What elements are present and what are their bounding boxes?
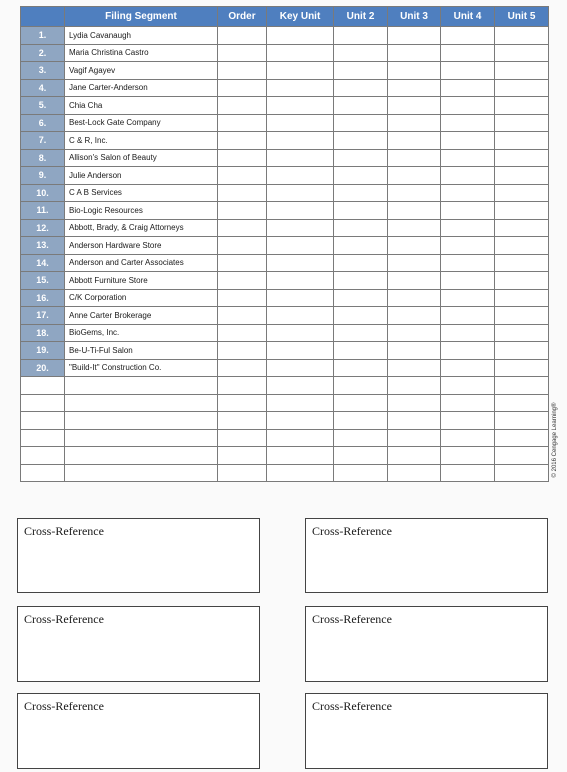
unit-4-cell[interactable]: [441, 377, 495, 395]
cross-reference-label: Cross-Reference: [24, 699, 104, 713]
key-unit-cell[interactable]: [267, 307, 334, 325]
unit-4-cell[interactable]: [441, 237, 495, 255]
unit-4-cell[interactable]: [441, 97, 495, 115]
unit-5-cell[interactable]: [495, 27, 549, 45]
table-row: [21, 44, 549, 62]
table-row: [21, 79, 549, 97]
unit-3-cell[interactable]: [388, 79, 441, 97]
unit-5-cell[interactable]: [495, 254, 549, 272]
key-unit-cell[interactable]: [267, 167, 334, 185]
unit-5-cell[interactable]: [495, 272, 549, 290]
unit-2-cell[interactable]: [334, 202, 388, 220]
order-cell[interactable]: [218, 272, 267, 290]
blank-row: [21, 394, 549, 412]
row-number: 17.: [21, 307, 65, 325]
copyright-notice: [548, 390, 562, 490]
order-cell[interactable]: [218, 202, 267, 220]
unit-5-cell[interactable]: [495, 324, 549, 342]
unit-5-cell[interactable]: [495, 359, 549, 377]
unit-3-header: Unit 3: [388, 7, 441, 27]
filing-segment-cell: Chia Cha: [65, 97, 218, 115]
cross-reference-box[interactable]: [305, 518, 548, 593]
row-number: 1.: [21, 27, 65, 45]
unit-3-cell[interactable]: [388, 394, 441, 412]
unit-3-cell[interactable]: [388, 464, 441, 482]
order-cell[interactable]: [218, 324, 267, 342]
unit-3-cell[interactable]: [388, 237, 441, 255]
filing-segment-cell[interactable]: [65, 377, 218, 395]
filing-segment-cell: Anne Carter Brokerage: [65, 307, 218, 325]
key-unit-cell[interactable]: [267, 289, 334, 307]
unit-4-cell[interactable]: [441, 412, 495, 430]
unit-2-cell[interactable]: [334, 342, 388, 360]
filing-segment-cell[interactable]: [65, 447, 218, 465]
unit-4-cell[interactable]: [441, 219, 495, 237]
unit-3-cell[interactable]: [388, 132, 441, 150]
row-number: 10.: [21, 184, 65, 202]
order-cell[interactable]: [218, 27, 267, 45]
unit-2-cell[interactable]: [334, 464, 388, 482]
unit-4-cell[interactable]: [441, 447, 495, 465]
unit-5-cell[interactable]: [495, 219, 549, 237]
row-number: 12.: [21, 219, 65, 237]
key-unit-cell[interactable]: [267, 254, 334, 272]
filing-segment-cell: Bio-Logic Resources: [65, 202, 218, 220]
order-cell[interactable]: [218, 132, 267, 150]
row-number: 20.: [21, 359, 65, 377]
unit-4-cell[interactable]: [441, 184, 495, 202]
key-unit-cell[interactable]: [267, 394, 334, 412]
unit-3-cell[interactable]: [388, 114, 441, 132]
filing-segment-cell[interactable]: [65, 464, 218, 482]
row-number: [21, 464, 65, 482]
table-row: [21, 342, 549, 360]
row-number: [21, 412, 65, 430]
table-row: [21, 237, 549, 255]
table-row: [21, 97, 549, 115]
order-cell[interactable]: [218, 254, 267, 272]
unit-5-cell[interactable]: [495, 429, 549, 447]
key-unit-cell[interactable]: [267, 342, 334, 360]
unit-2-cell[interactable]: [334, 394, 388, 412]
order-cell[interactable]: [218, 44, 267, 62]
filing-segment-cell[interactable]: [65, 412, 218, 430]
unit-5-cell[interactable]: [495, 184, 549, 202]
unit-2-cell[interactable]: [334, 184, 388, 202]
order-cell[interactable]: [218, 464, 267, 482]
unit-3-cell[interactable]: [388, 412, 441, 430]
key-unit-cell[interactable]: [267, 149, 334, 167]
filing-segment-cell: Be-U-Ti-Ful Salon: [65, 342, 218, 360]
row-number: 7.: [21, 132, 65, 150]
unit-2-cell[interactable]: [334, 79, 388, 97]
unit-4-cell[interactable]: [441, 27, 495, 45]
unit-5-cell[interactable]: [495, 132, 549, 150]
filing-segment-cell[interactable]: [65, 394, 218, 412]
filing-segment-cell: C & R, Inc.: [65, 132, 218, 150]
key-unit-cell[interactable]: [267, 27, 334, 45]
row-number: [21, 447, 65, 465]
unit-3-cell[interactable]: [388, 342, 441, 360]
unit-4-cell[interactable]: [441, 307, 495, 325]
unit-3-cell[interactable]: [388, 447, 441, 465]
filing-segment-cell: Lydia Cavanaugh: [65, 27, 218, 45]
unit-5-cell[interactable]: [495, 79, 549, 97]
blank-row: [21, 377, 549, 395]
unit-3-cell[interactable]: [388, 429, 441, 447]
unit-5-cell[interactable]: [495, 412, 549, 430]
unit-3-cell[interactable]: [388, 149, 441, 167]
unit-2-cell[interactable]: [334, 307, 388, 325]
table-row: [21, 202, 549, 220]
order-cell[interactable]: [218, 342, 267, 360]
filing-segment-cell: Julie Anderson: [65, 167, 218, 185]
order-cell[interactable]: [218, 114, 267, 132]
order-cell[interactable]: [218, 149, 267, 167]
unit-4-cell[interactable]: [441, 62, 495, 80]
row-number: 11.: [21, 202, 65, 220]
row-number: 18.: [21, 324, 65, 342]
filing-segment-cell: Abbott, Brady, & Craig Attorneys: [65, 219, 218, 237]
filing-segment-cell[interactable]: [65, 429, 218, 447]
unit-4-cell[interactable]: [441, 342, 495, 360]
row-number: 9.: [21, 167, 65, 185]
unit-4-cell[interactable]: [441, 429, 495, 447]
key-unit-cell[interactable]: [267, 184, 334, 202]
unit-4-cell[interactable]: [441, 464, 495, 482]
key-unit-cell[interactable]: [267, 447, 334, 465]
unit-5-cell[interactable]: [495, 464, 549, 482]
unit-5-cell[interactable]: [495, 394, 549, 412]
key-unit-cell[interactable]: [267, 412, 334, 430]
table-row: [21, 254, 549, 272]
unit-3-cell[interactable]: [388, 254, 441, 272]
unit-3-cell[interactable]: [388, 377, 441, 395]
unit-2-header: Unit 2: [334, 7, 388, 27]
cross-reference-label: Cross-Reference: [24, 524, 104, 538]
unit-5-cell[interactable]: [495, 97, 549, 115]
unit-5-cell[interactable]: [495, 114, 549, 132]
unit-5-cell[interactable]: [495, 62, 549, 80]
filing-segment-cell: Best-Lock Gate Company: [65, 114, 218, 132]
row-number: 5.: [21, 97, 65, 115]
unit-2-cell[interactable]: [334, 44, 388, 62]
order-cell[interactable]: [218, 79, 267, 97]
unit-2-cell[interactable]: [334, 167, 388, 185]
order-cell[interactable]: [218, 237, 267, 255]
key-unit-cell[interactable]: [267, 62, 334, 80]
cross-reference-box[interactable]: [305, 693, 548, 769]
table-row: [21, 359, 549, 377]
key-unit-cell[interactable]: [267, 464, 334, 482]
key-unit-cell[interactable]: [267, 114, 334, 132]
order-cell[interactable]: [218, 307, 267, 325]
order-cell[interactable]: [218, 394, 267, 412]
table-row: [21, 114, 549, 132]
key-unit-cell[interactable]: [267, 79, 334, 97]
order-cell[interactable]: [218, 429, 267, 447]
unit-2-cell[interactable]: [334, 324, 388, 342]
key-unit-cell[interactable]: [267, 272, 334, 290]
unit-3-cell[interactable]: [388, 359, 441, 377]
filing-segment-cell: Anderson and Carter Associates: [65, 254, 218, 272]
table-row: [21, 324, 549, 342]
unit-4-cell[interactable]: [441, 44, 495, 62]
key-unit-header: Key Unit: [267, 7, 334, 27]
unit-3-cell[interactable]: [388, 97, 441, 115]
key-unit-cell[interactable]: [267, 324, 334, 342]
filing-segment-cell: Allison's Salon of Beauty: [65, 149, 218, 167]
unit-5-header: Unit 5: [495, 7, 549, 27]
unit-2-cell[interactable]: [334, 149, 388, 167]
unit-4-cell[interactable]: [441, 79, 495, 97]
unit-5-cell[interactable]: [495, 149, 549, 167]
unit-4-cell[interactable]: [441, 114, 495, 132]
unit-3-cell[interactable]: [388, 62, 441, 80]
order-cell[interactable]: [218, 62, 267, 80]
unit-2-cell[interactable]: [334, 447, 388, 465]
filing-segment-cell: BioGems, Inc.: [65, 324, 218, 342]
unit-4-header: Unit 4: [441, 7, 495, 27]
unit-5-cell[interactable]: [495, 377, 549, 395]
table-row: [21, 184, 549, 202]
row-number: [21, 394, 65, 412]
filing-segment-cell: Vagif Agayev: [65, 62, 218, 80]
filing-segment-cell: Jane Carter-Anderson: [65, 79, 218, 97]
unit-5-cell[interactable]: [495, 167, 549, 185]
row-number: [21, 377, 65, 395]
unit-3-cell[interactable]: [388, 272, 441, 290]
copyright-text: © 2016 Cengage Learning®: [552, 402, 558, 478]
cross-reference-label: Cross-Reference: [312, 524, 392, 538]
table-row: [21, 289, 549, 307]
cross-reference-box[interactable]: [17, 693, 260, 769]
order-cell[interactable]: [218, 447, 267, 465]
unit-4-cell[interactable]: [441, 359, 495, 377]
unit-4-cell[interactable]: [441, 272, 495, 290]
unit-2-cell[interactable]: [334, 237, 388, 255]
cross-reference-box[interactable]: [305, 606, 548, 682]
cross-reference-label: Cross-Reference: [312, 699, 392, 713]
unit-2-cell[interactable]: [334, 132, 388, 150]
unit-4-cell[interactable]: [441, 394, 495, 412]
order-cell[interactable]: [218, 412, 267, 430]
filing-segment-cell: Anderson Hardware Store: [65, 237, 218, 255]
filing-segment-cell: "Build-It" Construction Co.: [65, 359, 218, 377]
unit-4-cell[interactable]: [441, 202, 495, 220]
key-unit-cell[interactable]: [267, 359, 334, 377]
unit-4-cell[interactable]: [441, 132, 495, 150]
unit-5-cell[interactable]: [495, 307, 549, 325]
unit-4-cell[interactable]: [441, 254, 495, 272]
unit-5-cell[interactable]: [495, 44, 549, 62]
table-row: [21, 149, 549, 167]
unit-5-cell[interactable]: [495, 237, 549, 255]
blank-row: [21, 464, 549, 482]
row-number: 8.: [21, 149, 65, 167]
order-cell[interactable]: [218, 377, 267, 395]
unit-5-cell[interactable]: [495, 447, 549, 465]
unit-2-cell[interactable]: [334, 289, 388, 307]
unit-2-cell[interactable]: [334, 219, 388, 237]
order-cell[interactable]: [218, 289, 267, 307]
blank-row: [21, 412, 549, 430]
table-body: [21, 27, 549, 482]
table-row: [21, 62, 549, 80]
row-number: 13.: [21, 237, 65, 255]
unit-4-cell[interactable]: [441, 289, 495, 307]
unit-5-cell[interactable]: [495, 342, 549, 360]
key-unit-cell[interactable]: [267, 97, 334, 115]
unit-2-cell[interactable]: [334, 27, 388, 45]
row-number: 6.: [21, 114, 65, 132]
filing-segment-cell: Maria Christina Castro: [65, 44, 218, 62]
row-number: 14.: [21, 254, 65, 272]
table-row: [21, 132, 549, 150]
order-cell[interactable]: [218, 184, 267, 202]
key-unit-cell[interactable]: [267, 237, 334, 255]
table-row: [21, 272, 549, 290]
unit-2-cell[interactable]: [334, 359, 388, 377]
unit-3-cell[interactable]: [388, 202, 441, 220]
unit-4-cell[interactable]: [441, 324, 495, 342]
unit-2-cell[interactable]: [334, 272, 388, 290]
unit-4-cell[interactable]: [441, 167, 495, 185]
key-unit-cell[interactable]: [267, 219, 334, 237]
unit-5-cell[interactable]: [495, 289, 549, 307]
cross-reference-box[interactable]: [17, 518, 260, 593]
unit-2-cell[interactable]: [334, 429, 388, 447]
row-number: 19.: [21, 342, 65, 360]
unit-4-cell[interactable]: [441, 149, 495, 167]
unit-3-cell[interactable]: [388, 184, 441, 202]
key-unit-cell[interactable]: [267, 202, 334, 220]
order-cell[interactable]: [218, 359, 267, 377]
unit-3-cell[interactable]: [388, 307, 441, 325]
unit-2-cell[interactable]: [334, 62, 388, 80]
order-cell[interactable]: [218, 219, 267, 237]
cross-reference-label: Cross-Reference: [24, 612, 104, 626]
unit-3-cell[interactable]: [388, 167, 441, 185]
unit-2-cell[interactable]: [334, 114, 388, 132]
filing-segment-header: Filing Segment: [65, 7, 218, 27]
unit-2-cell[interactable]: [334, 412, 388, 430]
table-row: [21, 307, 549, 325]
table-row: [21, 27, 549, 45]
row-number: 3.: [21, 62, 65, 80]
key-unit-cell[interactable]: [267, 132, 334, 150]
filing-segment-cell: C A B Services: [65, 184, 218, 202]
row-number: 2.: [21, 44, 65, 62]
unit-2-cell[interactable]: [334, 97, 388, 115]
row-number: [21, 429, 65, 447]
order-header: Order: [218, 7, 267, 27]
row-number: 15.: [21, 272, 65, 290]
key-unit-cell[interactable]: [267, 377, 334, 395]
unit-2-cell[interactable]: [334, 254, 388, 272]
header-row: [21, 7, 549, 27]
order-cell[interactable]: [218, 97, 267, 115]
blank-row: [21, 429, 549, 447]
blank-row: [21, 447, 549, 465]
unit-2-cell[interactable]: [334, 377, 388, 395]
table-row: [21, 167, 549, 185]
unit-3-cell[interactable]: [388, 289, 441, 307]
key-unit-cell[interactable]: [267, 44, 334, 62]
cross-reference-box[interactable]: [17, 606, 260, 682]
key-unit-cell[interactable]: [267, 429, 334, 447]
filing-segment-cell: C/K Corporation: [65, 289, 218, 307]
table-row: [21, 219, 549, 237]
unit-5-cell[interactable]: [495, 202, 549, 220]
filing-segment-cell: Abbott Furniture Store: [65, 272, 218, 290]
number-header: [21, 7, 65, 27]
filing-table: [20, 6, 549, 482]
unit-3-cell[interactable]: [388, 44, 441, 62]
order-cell[interactable]: [218, 167, 267, 185]
row-number: 16.: [21, 289, 65, 307]
cross-reference-label: Cross-Reference: [312, 612, 392, 626]
unit-3-cell[interactable]: [388, 27, 441, 45]
row-number: 4.: [21, 79, 65, 97]
unit-3-cell[interactable]: [388, 219, 441, 237]
unit-3-cell[interactable]: [388, 324, 441, 342]
